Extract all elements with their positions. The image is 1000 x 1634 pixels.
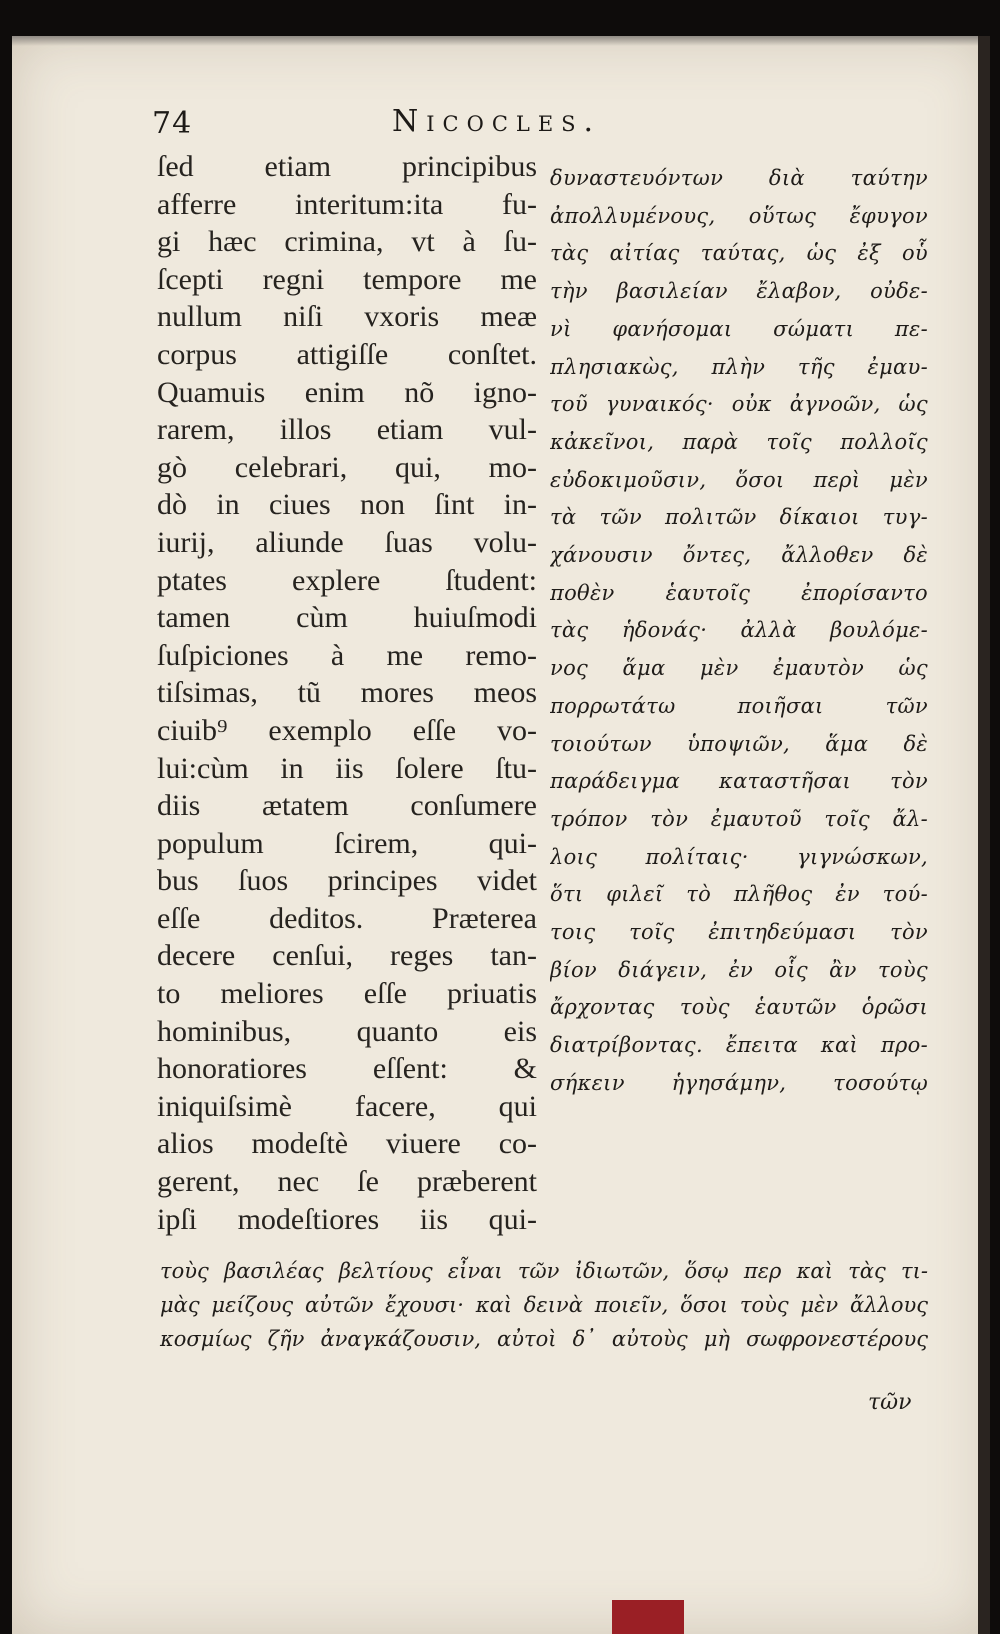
latin-text-line: afferre interitum:ita fu-	[157, 187, 537, 221]
greek-text-line: παράδειγμα καταστῆσαι τὸν	[550, 769, 928, 794]
latin-text-line: populum ſcirem, qui-	[157, 826, 537, 860]
latin-text-line: gerent, nec ſe præberent	[157, 1165, 537, 1199]
greek-text-line: τὰς αἰτίας ταύτας, ὡς ἐξ οὗ	[550, 241, 928, 266]
bookmark-ribbon	[612, 1600, 684, 1634]
greek-text-line: τὰς ἡδονάς· ἀλλὰ βουλόμε-	[550, 618, 928, 643]
latin-text-line: nullum niſi vxoris meæ	[157, 300, 537, 334]
running-title: Nicocles.	[392, 104, 602, 139]
greek-text-line: τὴν βασιλείαν ἔλαβον, οὐδε-	[550, 279, 928, 304]
latin-text-line: eſſe deditos. Præterea	[157, 901, 537, 935]
greek-text-line: τοιούτων ὑποψιῶν, ἅμα δὲ	[550, 731, 928, 756]
greek-text-line: πλησιακὼς, πλὴν τῆς ἐμαυ-	[550, 354, 928, 379]
greek-text-line: εὐδοκιμοῦσιν, ὅσοι περὶ μὲν	[550, 467, 928, 492]
latin-text-line: dò in ciues non ſint in-	[157, 488, 537, 522]
latin-text-line: honoratiores eſſent: &	[157, 1052, 537, 1086]
greek-text-line: τρόπον τὸν ἐμαυτοῦ τοῖς ἄλ-	[550, 806, 928, 831]
greek-text-line: διατρίβοντας. ἔπειτα καὶ προ-	[550, 1033, 928, 1058]
latin-text-line: tamen cùm huiuſmodi	[157, 601, 537, 635]
latin-text-line: alios modeſtè viuere co-	[157, 1127, 537, 1161]
book-page	[12, 36, 990, 1634]
greek-full-width-text	[160, 1254, 928, 1356]
greek-text-line: λοις πολίταις· γιγνώσκων,	[550, 844, 928, 869]
latin-text-line: decere cenſui, reges tan-	[157, 939, 537, 973]
latin-text-line: iurij, aliunde ſuas volu-	[157, 525, 537, 559]
greek-text-line: βίον διάγειν, ἐν οἷς ἂν τοὺς	[550, 957, 928, 982]
greek-text-line: νὶ φανήσομαι σώματι πε-	[550, 316, 928, 341]
greek-text-line: ἄρχοντας τοὺς ἑαυτῶν ὁρῶσι	[550, 995, 928, 1020]
latin-text-line: lui:cùm in iis ſolere ſtu-	[157, 751, 537, 785]
latin-text-line: diis ætatem conſumere	[157, 789, 537, 823]
page-number: 74	[152, 106, 193, 141]
latin-text-line: hominibus, quanto eis	[157, 1014, 537, 1048]
latin-text-line: ptates explere ſtudent:	[157, 563, 537, 597]
greek-column	[550, 160, 928, 1103]
greek-full-line: μὰς μείζους αὐτῶν ἔχουσι· καὶ δεινὰ ποιεῖν, ὅσοι τοὺς μὲν ἄλλους	[160, 1293, 928, 1317]
greek-full-line: τοὺς βασιλέας βελτίους εἶναι τῶν ἰδιωτῶν, ὅσῳ περ καὶ τὰς τι-	[160, 1259, 928, 1283]
latin-text-line: iniquiſsimè facere, qui	[157, 1089, 537, 1123]
latin-text-line: gò celebrari, qui, mo-	[157, 450, 537, 484]
latin-text-line: gi hæc crimina, vt à ſu-	[157, 225, 537, 259]
latin-text-line: rarem, illos etiam vul-	[157, 413, 537, 447]
latin-text-line: to meliores eſſe priuatis	[157, 977, 537, 1011]
greek-text-line: τοις τοῖς ἐπιτηδεύμασι τὸν	[550, 920, 928, 945]
latin-column	[157, 148, 537, 1238]
greek-text-line: χάνουσιν ὄντες, ἄλλοθεν δὲ	[550, 543, 928, 568]
latin-text-line: Quamuis enim nõ igno-	[157, 375, 537, 409]
latin-text-line: ſcepti regni tempore me	[157, 262, 537, 296]
greek-text-line: ἀπολλυμένους, οὕτως ἔφυγον	[550, 203, 928, 228]
latin-text-line: corpus attigiſſe conſtet.	[157, 337, 537, 371]
page-right-edge	[978, 36, 990, 1634]
catchword: τῶν	[868, 1390, 912, 1415]
page-top-edge	[12, 36, 990, 46]
greek-text-line: κἀκεῖνοι, παρὰ τοῖς πολλοῖς	[550, 429, 928, 454]
greek-full-line: κοσμίως ζῆν ἀναγκάζουσιν, αὐτοὶ δ᾽ αὐτοὺς μὴ σωφρονεστέρους	[160, 1327, 928, 1351]
latin-text-line: ſed etiam principibus	[157, 150, 537, 183]
greek-text-line: πορρωτάτω ποιῆσαι τῶν	[550, 693, 928, 718]
greek-text-line: νος ἅμα μὲν ἐμαυτὸν ὡς	[550, 656, 928, 681]
latin-text-line: ipſi modeſtiores iis qui-	[157, 1202, 537, 1236]
latin-text-line: ſuſpiciones à me remo-	[157, 638, 537, 672]
latin-text-line: ciuib⁹ exemplo eſſe vo-	[157, 713, 537, 747]
greek-text-line: δυναστευόντων διὰ ταύτην	[550, 166, 928, 190]
latin-text-line: tiſsimas, tũ mores meos	[157, 676, 537, 710]
greek-text-line: σήκειν ἡγησάμην, τοσούτῳ	[550, 1070, 928, 1095]
greek-text-line: τοῦ γυναικός· οὐκ ἀγνοῶν, ὡς	[550, 392, 928, 417]
greek-text-line: ὅτι φιλεῖ τὸ πλῆθος ἐν τού-	[550, 882, 928, 907]
greek-text-line: ποθὲν ἑαυτοῖς ἐπορίσαντο	[550, 580, 928, 605]
latin-text-line: bus ſuos principes videt	[157, 864, 537, 898]
greek-text-line: τὰ τῶν πολιτῶν δίκαιοι τυγ-	[550, 505, 928, 530]
